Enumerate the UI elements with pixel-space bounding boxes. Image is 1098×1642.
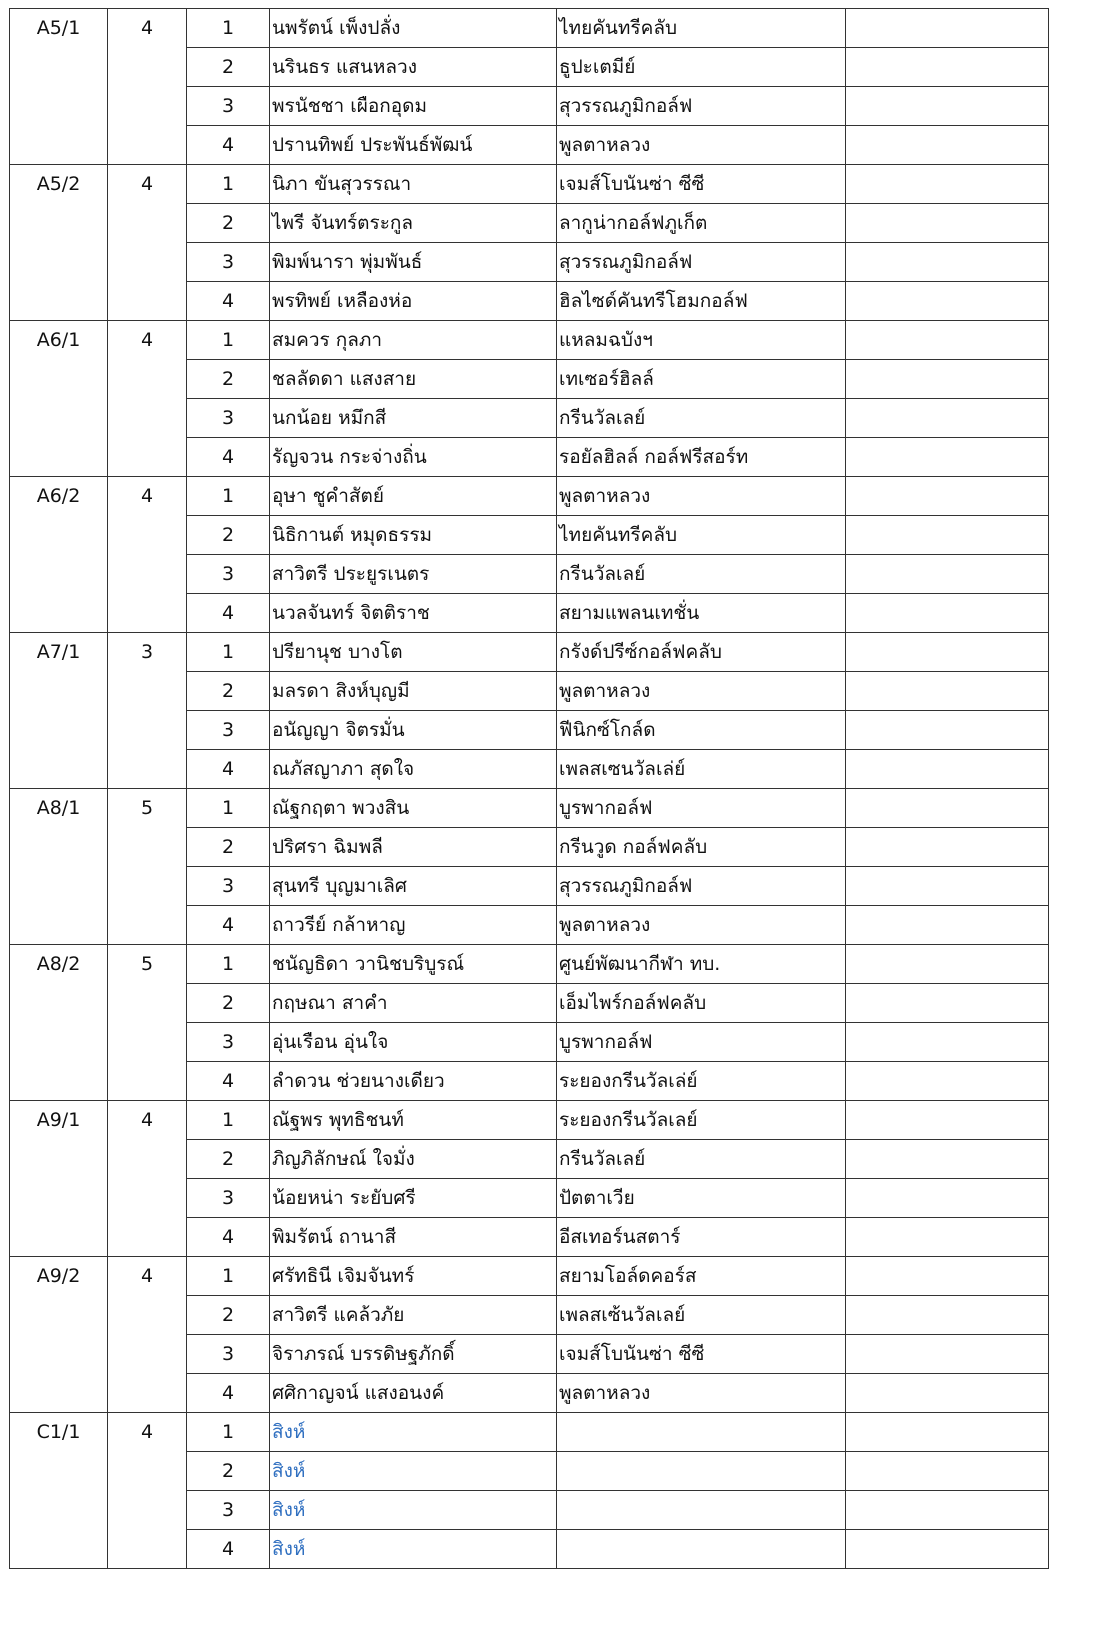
- club-cell: พูลตาหลวง: [557, 1374, 846, 1413]
- player-name-cell: ไพรี จันทร์ตระกูล: [270, 204, 557, 243]
- club-cell: พูลตาหลวง: [557, 477, 846, 516]
- player-number-cell: 1: [187, 945, 270, 984]
- player-number-cell: 3: [187, 867, 270, 906]
- player-name-cell: นวลจันทร์ จิตติราช: [270, 594, 557, 633]
- club-cell: กรังด์ปรีซ์กอล์ฟคลับ: [557, 633, 846, 672]
- player-name-cell: ณัฐพร พุทธิชนท์: [270, 1101, 557, 1140]
- club-cell: ปัตตาเวีย: [557, 1179, 846, 1218]
- note-cell: [846, 828, 1049, 867]
- club-cell: เพลสเซนวัลเล่ย์: [557, 750, 846, 789]
- club-cell: ศูนย์พัฒนากีฬา ทบ.: [557, 945, 846, 984]
- player-name-cell: นพรัตน์ เพ็งปลั่ง: [270, 9, 557, 48]
- player-number-cell: 3: [187, 87, 270, 126]
- note-cell: [846, 48, 1049, 87]
- player-name-cell: ศศิกาญจน์ แสงอนงค์: [270, 1374, 557, 1413]
- group-count-cell: 4: [108, 1413, 187, 1569]
- club-cell: เพลสเซ้นวัลเลย์: [557, 1296, 846, 1335]
- note-cell: [846, 1335, 1049, 1374]
- table-row: [10, 1257, 1049, 1296]
- player-name-cell: จิราภรณ์ บรรดิษฐภักดิ์: [270, 1335, 557, 1374]
- player-number-cell: 4: [187, 594, 270, 633]
- player-name-cell: พรนัชชา เผือกอุดม: [270, 87, 557, 126]
- club-cell: อีสเทอร์นสตาร์: [557, 1218, 846, 1257]
- note-cell: [846, 1452, 1049, 1491]
- flight-cell: A5/2: [10, 165, 108, 321]
- player-number-cell: 1: [187, 1101, 270, 1140]
- club-cell: บูรพากอล์ฟ: [557, 1023, 846, 1062]
- group-count-cell: 4: [108, 477, 187, 633]
- note-cell: [846, 9, 1049, 48]
- player-number-cell: 2: [187, 360, 270, 399]
- player-number-cell: 2: [187, 516, 270, 555]
- note-cell: [846, 1140, 1049, 1179]
- player-name-cell: ปรียานุช บางโต: [270, 633, 557, 672]
- club-cell: กรีนวัลเลย์: [557, 555, 846, 594]
- note-cell: [846, 1179, 1049, 1218]
- player-name-cell: ณัฐกฤตา พวงสิน: [270, 789, 557, 828]
- player-number-cell: 2: [187, 1452, 270, 1491]
- player-name-cell: รัญจวน กระจ่างถิ่น: [270, 438, 557, 477]
- club-cell: [557, 1530, 846, 1569]
- player-name-cell: สุนทรี บุญมาเลิศ: [270, 867, 557, 906]
- club-cell: เจมส์โบนันซ่า ซีซี: [557, 165, 846, 204]
- note-cell: [846, 243, 1049, 282]
- player-number-cell: 1: [187, 9, 270, 48]
- player-name-cell[interactable]: สิงห์: [270, 1413, 557, 1452]
- flight-cell: A5/1: [10, 9, 108, 165]
- note-cell: [846, 711, 1049, 750]
- group-count-cell: 5: [108, 789, 187, 945]
- club-cell: เอ็มไพร์กอล์ฟคลับ: [557, 984, 846, 1023]
- note-cell: [846, 1101, 1049, 1140]
- flight-cell: A9/1: [10, 1101, 108, 1257]
- player-number-cell: 1: [187, 321, 270, 360]
- player-number-cell: 4: [187, 750, 270, 789]
- player-name-cell: นิธิกานต์ หมุดธรรม: [270, 516, 557, 555]
- club-cell: ฟีนิกซ์โกล์ด: [557, 711, 846, 750]
- club-cell: เจมส์โบนันซ่า ซีซี: [557, 1335, 846, 1374]
- player-number-cell: 3: [187, 1023, 270, 1062]
- player-name-cell: กฤษณา สาคำ: [270, 984, 557, 1023]
- note-cell: [846, 672, 1049, 711]
- note-cell: [846, 204, 1049, 243]
- player-name-cell: มลรดา สิงห์บุญมี: [270, 672, 557, 711]
- player-number-cell: 3: [187, 1335, 270, 1374]
- player-name-cell[interactable]: สิงห์: [270, 1452, 557, 1491]
- group-count-cell: 4: [108, 1101, 187, 1257]
- note-cell: [846, 789, 1049, 828]
- table-row: [10, 1101, 1049, 1140]
- player-number-cell: 4: [187, 906, 270, 945]
- group-count-cell: 4: [108, 1257, 187, 1413]
- player-name-cell: อนัญญา จิตรมั่น: [270, 711, 557, 750]
- pairing-table-body: [10, 9, 1049, 1569]
- club-cell: ระยองกรีนวัลเลย์: [557, 1101, 846, 1140]
- flight-cell: A6/1: [10, 321, 108, 477]
- club-cell: บูรพากอล์ฟ: [557, 789, 846, 828]
- note-cell: [846, 750, 1049, 789]
- player-number-cell: 3: [187, 1491, 270, 1530]
- player-name-cell: ปรานทิพย์ ประพันธ์พัฒน์: [270, 126, 557, 165]
- player-name-cell: ณภัสญาภา สุดใจ: [270, 750, 557, 789]
- flight-cell: A6/2: [10, 477, 108, 633]
- player-number-cell: 3: [187, 555, 270, 594]
- club-cell: ไทยคันทรีคลับ: [557, 9, 846, 48]
- note-cell: [846, 1491, 1049, 1530]
- player-number-cell: 4: [187, 1062, 270, 1101]
- note-cell: [846, 1023, 1049, 1062]
- club-cell: [557, 1413, 846, 1452]
- player-number-cell: 3: [187, 399, 270, 438]
- table-row: [10, 321, 1049, 360]
- player-name-cell: พิมรัตน์ ถานาสี: [270, 1218, 557, 1257]
- flight-cell: A7/1: [10, 633, 108, 789]
- player-name-cell: นรินธร แสนหลวง: [270, 48, 557, 87]
- note-cell: [846, 1413, 1049, 1452]
- player-name-cell: นิภา ขันสุวรรณา: [270, 165, 557, 204]
- player-number-cell: 1: [187, 789, 270, 828]
- club-cell: กรีนวัลเลย์: [557, 399, 846, 438]
- table-row: [10, 945, 1049, 984]
- player-number-cell: 2: [187, 1140, 270, 1179]
- player-name-cell: ถาวรีย์ กล้าหาญ: [270, 906, 557, 945]
- club-cell: สยามแพลนเทชั่น: [557, 594, 846, 633]
- player-number-cell: 4: [187, 1530, 270, 1569]
- player-number-cell: 4: [187, 126, 270, 165]
- note-cell: [846, 516, 1049, 555]
- club-cell: สุวรรณภูมิกอล์ฟ: [557, 867, 846, 906]
- table-row: [10, 9, 1049, 48]
- club-cell: ระยองกรีนวัลเล่ย์: [557, 1062, 846, 1101]
- note-cell: [846, 165, 1049, 204]
- club-cell: สยามโอล์ดคอร์ส: [557, 1257, 846, 1296]
- note-cell: [846, 633, 1049, 672]
- player-name-cell: พิมพ์นารา พุ่มพันธ์: [270, 243, 557, 282]
- player-name-cell: ศรัทธินี เจิมจันทร์: [270, 1257, 557, 1296]
- club-cell: แหลมฉบังฯ: [557, 321, 846, 360]
- player-name-cell: นกน้อย หมึกสี: [270, 399, 557, 438]
- player-name-cell: ภิญภิลักษณ์ ใจมั่ง: [270, 1140, 557, 1179]
- player-number-cell: 4: [187, 1218, 270, 1257]
- player-number-cell: 2: [187, 204, 270, 243]
- note-cell: [846, 1062, 1049, 1101]
- note-cell: [846, 1257, 1049, 1296]
- group-count-cell: 5: [108, 945, 187, 1101]
- note-cell: [846, 477, 1049, 516]
- flight-cell: A9/2: [10, 1257, 108, 1413]
- note-cell: [846, 594, 1049, 633]
- player-number-cell: 3: [187, 1179, 270, 1218]
- player-number-cell: 3: [187, 243, 270, 282]
- player-number-cell: 2: [187, 48, 270, 87]
- club-cell: ลากูน่ากอล์ฟภูเก็ต: [557, 204, 846, 243]
- player-number-cell: 1: [187, 477, 270, 516]
- club-cell: พูลตาหลวง: [557, 126, 846, 165]
- player-name-cell: อุ่นเรือน อุ่นใจ: [270, 1023, 557, 1062]
- group-count-cell: 4: [108, 321, 187, 477]
- club-cell: ไทยคันทรีคลับ: [557, 516, 846, 555]
- player-number-cell: 1: [187, 1257, 270, 1296]
- table-row: [10, 633, 1049, 672]
- club-cell: ฮิลไซด์คันทรีโฮมกอล์ฟ: [557, 282, 846, 321]
- player-name-cell[interactable]: สิงห์: [270, 1530, 557, 1569]
- note-cell: [846, 438, 1049, 477]
- player-number-cell: 1: [187, 633, 270, 672]
- note-cell: [846, 1218, 1049, 1257]
- club-cell: กรีนวัลเลย์: [557, 1140, 846, 1179]
- player-number-cell: 2: [187, 672, 270, 711]
- player-name-cell: สาวิตรี แคล้วภัย: [270, 1296, 557, 1335]
- note-cell: [846, 282, 1049, 321]
- club-cell: พูลตาหลวง: [557, 906, 846, 945]
- club-cell: [557, 1452, 846, 1491]
- club-cell: เทเซอร์ฮิลล์: [557, 360, 846, 399]
- note-cell: [846, 399, 1049, 438]
- player-name-cell: สมควร กุลภา: [270, 321, 557, 360]
- club-cell: พูลตาหลวง: [557, 672, 846, 711]
- player-name-cell: ลำดวน ช่วยนางเดียว: [270, 1062, 557, 1101]
- player-number-cell: 2: [187, 828, 270, 867]
- player-number-cell: 1: [187, 1413, 270, 1452]
- table-row: [10, 477, 1049, 516]
- player-name-cell[interactable]: สิงห์: [270, 1491, 557, 1530]
- player-name-cell: ชลลัดดา แสงสาย: [270, 360, 557, 399]
- player-name-cell: น้อยหน่า ระยับศรี: [270, 1179, 557, 1218]
- player-number-cell: 4: [187, 1374, 270, 1413]
- player-name-cell: อุษา ชูคำสัตย์: [270, 477, 557, 516]
- table-row: [10, 789, 1049, 828]
- flight-cell: C1/1: [10, 1413, 108, 1569]
- player-name-cell: สาวิตรี ประยูรเนตร: [270, 555, 557, 594]
- note-cell: [846, 360, 1049, 399]
- player-number-cell: 4: [187, 282, 270, 321]
- player-name-cell: ปริศรา ฉิมพลี: [270, 828, 557, 867]
- club-cell: สุวรรณภูมิกอล์ฟ: [557, 87, 846, 126]
- club-cell: [557, 1491, 846, 1530]
- note-cell: [846, 1374, 1049, 1413]
- group-count-cell: 4: [108, 9, 187, 165]
- player-number-cell: 3: [187, 711, 270, 750]
- note-cell: [846, 945, 1049, 984]
- pairing-table: [9, 8, 1049, 1569]
- note-cell: [846, 87, 1049, 126]
- player-number-cell: 2: [187, 1296, 270, 1335]
- player-number-cell: 4: [187, 438, 270, 477]
- club-cell: สุวรรณภูมิกอล์ฟ: [557, 243, 846, 282]
- club-cell: ธูปะเตมีย์: [557, 48, 846, 87]
- note-cell: [846, 867, 1049, 906]
- club-cell: รอยัลฮิลล์ กอล์ฟรีสอร์ท: [557, 438, 846, 477]
- note-cell: [846, 906, 1049, 945]
- player-number-cell: 2: [187, 984, 270, 1023]
- note-cell: [846, 984, 1049, 1023]
- note-cell: [846, 321, 1049, 360]
- flight-cell: A8/1: [10, 789, 108, 945]
- note-cell: [846, 1530, 1049, 1569]
- group-count-cell: 3: [108, 633, 187, 789]
- player-name-cell: พรทิพย์ เหลืองห่อ: [270, 282, 557, 321]
- player-name-cell: ชนัญธิดา วานิชบริบูรณ์: [270, 945, 557, 984]
- table-row: [10, 165, 1049, 204]
- note-cell: [846, 1296, 1049, 1335]
- table-row: [10, 1413, 1049, 1452]
- note-cell: [846, 555, 1049, 594]
- note-cell: [846, 126, 1049, 165]
- group-count-cell: 4: [108, 165, 187, 321]
- club-cell: กรีนวูด กอล์ฟคลับ: [557, 828, 846, 867]
- flight-cell: A8/2: [10, 945, 108, 1101]
- player-number-cell: 1: [187, 165, 270, 204]
